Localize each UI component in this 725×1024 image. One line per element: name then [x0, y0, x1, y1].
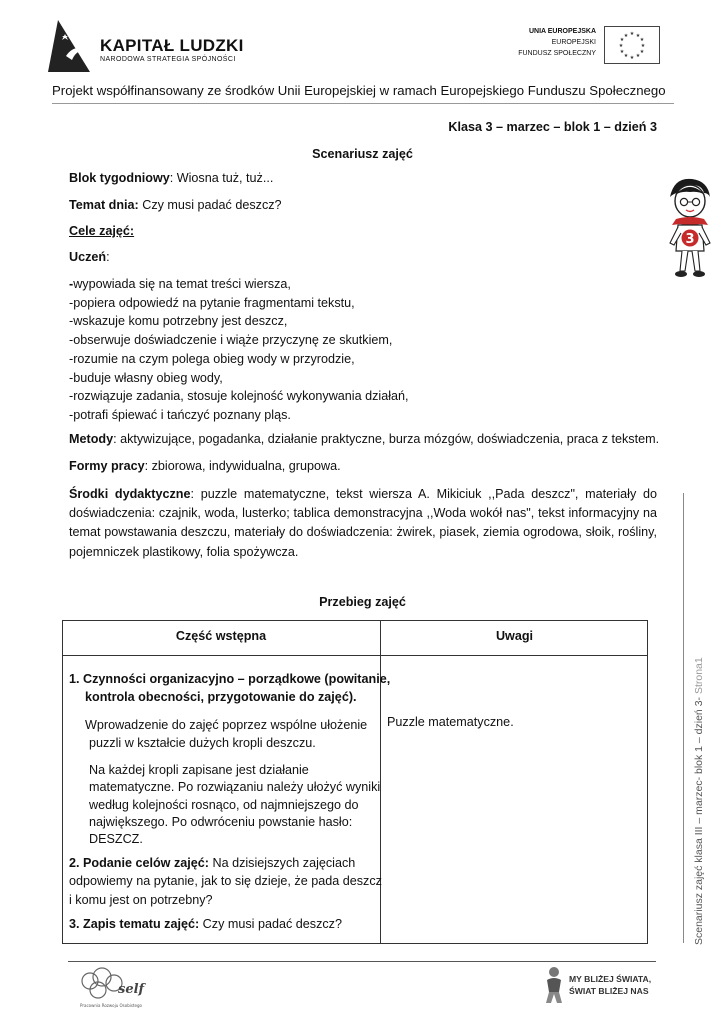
item2-text-line1: Na dzisiejszych zajęciach: [208, 856, 356, 870]
side-divider: [683, 493, 684, 943]
side-page-label: [693, 657, 705, 945]
svg-text:★: ★: [623, 33, 629, 39]
teaching-means-label: Środki dydaktyczne: [69, 487, 191, 501]
objective-item: -popiera odpowiedź na pytanie fragmentami tekstu,: [69, 295, 355, 310]
notes-puzzle: Puzzle matematyczne.: [387, 715, 514, 729]
teaching-means-value: : puzzle matematyczne, tekst wiersza A. Mikiciuk ,,Pada deszcz", materiały do doświadczenia: czajnik, woda, lusterko; tablica demonstracyjna ,,Woda wokół nas", tekst informacyjny na temat powstawania deszczu, materiały do doświadczenia: żwirek, piasek, ziemia ogrodowa, słoik, rośliny, pojemniczek plastikowy, folia spożywcza.: [69, 487, 657, 559]
footer-right-line1: MY BLIŻEJ ŚWIATA,: [569, 974, 652, 984]
table-header-divider: [62, 655, 648, 656]
svg-text:★: ★: [635, 33, 641, 39]
item1-description-line: według kolejności rosnąco, od najmniejszego do: [89, 797, 359, 812]
svg-text:★: ★: [639, 49, 645, 55]
my-blizej-swiata-text: [569, 973, 651, 997]
teaching-means: [69, 485, 657, 562]
objectives-list: [69, 275, 409, 425]
item1-intro-line1: Wprowadzenie do zajęć poprzez wspólne ułożenie: [85, 718, 368, 732]
self-logo-text: self: [118, 982, 145, 997]
item2-label: 2. Podanie celów zajęć:: [69, 856, 209, 870]
work-forms: [69, 459, 341, 473]
svg-text:★: ★: [635, 53, 641, 59]
item3-topic: [69, 915, 342, 933]
footer-divider: [68, 961, 656, 962]
item1-description-paragraph: [89, 762, 380, 848]
kapital-ludzki-subtitle: NARODOWA STRATEGIA SPÓJNOŚCI: [100, 56, 236, 63]
eu-flag-icon: [604, 26, 660, 64]
svg-text:★: ★: [629, 31, 635, 37]
item3-label: 3. Zapis tematu zajęć:: [69, 917, 200, 931]
topic-label: Temat dnia:: [69, 198, 139, 212]
lesson-course-heading: Przebieg zajęć: [319, 595, 406, 609]
objective-item: -potrafi śpiewać i tańczyć poznany pląs.: [69, 407, 291, 422]
eu-label: [470, 26, 596, 59]
side-label-page: Strona1: [693, 657, 705, 695]
methods: [69, 432, 659, 446]
self-logo: [76, 965, 156, 1011]
item2-goals: [69, 854, 382, 909]
item3-text: Czy musi padać deszcz?: [199, 917, 342, 931]
item1-description-line: DESZCZ.: [89, 832, 143, 847]
objective-item: -obserwuje doświadczenie i wiąże przyczynę ze skutkiem,: [69, 333, 393, 348]
item1-description-line: matematyczne. Po rozwiązaniu należy ułożyć wyniki: [89, 780, 381, 795]
table-header-intro-part: Część wstępna: [175, 629, 267, 643]
self-logo-caption: Pracownia Rozwoju Osobistego: [80, 1003, 142, 1008]
objective-item: -wskazuje komu potrzebny jest deszcz,: [69, 314, 288, 329]
student-label: Uczeń: [69, 250, 107, 264]
objective-dash: -: [69, 277, 74, 291]
objective-text: wypowiada się na temat treści wiersza,: [73, 277, 291, 291]
item1-description-line: największego. Po odwróceniu powstanie hasło:: [89, 814, 353, 829]
item1-title-line2: kontrola obecności, przygotowanie do zajęć).: [85, 690, 357, 704]
svg-text:★: ★: [640, 43, 646, 49]
work-forms-label: Formy pracy: [69, 459, 145, 473]
weekly-block: [69, 171, 273, 185]
item1-title: [69, 670, 390, 706]
project-line-part1: Projekt współfinansowany ze środków Unii Europejskiej: [52, 83, 376, 98]
my-blizej-swiata-logo-icon: [541, 966, 565, 1004]
eu-label-line3: FUNDUSZ SPOŁECZNY: [518, 50, 596, 57]
weekly-block-label: Blok tygodniowy: [69, 171, 170, 185]
svg-text:★: ★: [639, 37, 645, 43]
goals-heading: Cele zajęć:: [69, 224, 135, 238]
item2-text-line3: i komu jest on potrzebny?: [69, 892, 213, 907]
objective-item: -buduje własny obieg wody,: [69, 370, 223, 385]
work-forms-value: : zbiorowa, indywidualna, grupowa.: [144, 459, 341, 473]
project-cofinancing-line: [52, 83, 666, 98]
mascot-number: 3: [685, 232, 695, 247]
methods-label: Metody: [69, 432, 114, 446]
student-heading: [69, 250, 110, 264]
eu-label-line1: UNIA EUROPEJSKA: [528, 28, 596, 35]
side-label-main: Scenariusz zajęć klasa III – marzec- blok 1 – dzień 3-: [693, 694, 705, 945]
svg-text:★: ★: [619, 49, 625, 55]
objective-item: -rozumie na czym polega obieg wody w przyrodzie,: [69, 351, 355, 366]
project-line-part2: w ramach Europejskiego Funduszu Społecznego: [379, 83, 666, 98]
svg-text:★: ★: [619, 37, 625, 43]
item1-title-line1: 1. Czynności organizacyjno – porządkowe (powitanie,: [69, 672, 391, 686]
kapital-ludzki-title: KAPITAŁ LUDZKI: [100, 36, 244, 55]
svg-text:★: ★: [629, 55, 635, 61]
topic-of-day: [69, 198, 282, 212]
objective-item: -rozwiązuje zadania, stosuje kolejność wykonywania działań,: [69, 389, 409, 404]
item1-intro-line2: puzzli w kształcie dużych kropli deszczu.: [89, 736, 316, 750]
document-title: Scenariusz zajęć: [312, 147, 413, 161]
student-colon: :: [106, 250, 110, 264]
weekly-block-value: : Wiosna tuż, tuż...: [169, 171, 274, 185]
objective-item: [69, 275, 409, 294]
header-divider: [52, 103, 674, 104]
table-header-notes: Uwagi: [495, 629, 534, 643]
eu-label-line2: EUROPEJSKI: [551, 39, 596, 46]
item2-text-line2: odpowiemy na pytanie, jak to się dzieje, że pada deszcz: [69, 874, 382, 889]
svg-text:★: ★: [623, 53, 629, 59]
topic-value: Czy musi padać deszcz?: [138, 198, 282, 212]
class-mascot-illustration: [660, 175, 720, 280]
methods-value: : aktywizujące, pogadanka, działanie praktyczne, burza mózgów, doświadczenia, praca z tekstem.: [113, 432, 660, 446]
class-info: Klasa 3 – marzec – blok 1 – dzień 3: [448, 120, 657, 134]
item1-description-line: Na każdej kropli zapisane jest działanie: [89, 763, 309, 777]
footer-right-line2: ŚWIAT BLIŻEJ NAS: [569, 986, 649, 996]
svg-text:★: ★: [618, 43, 624, 49]
kapital-ludzki-logo: [44, 18, 94, 74]
item1-intro-paragraph: [85, 716, 367, 752]
